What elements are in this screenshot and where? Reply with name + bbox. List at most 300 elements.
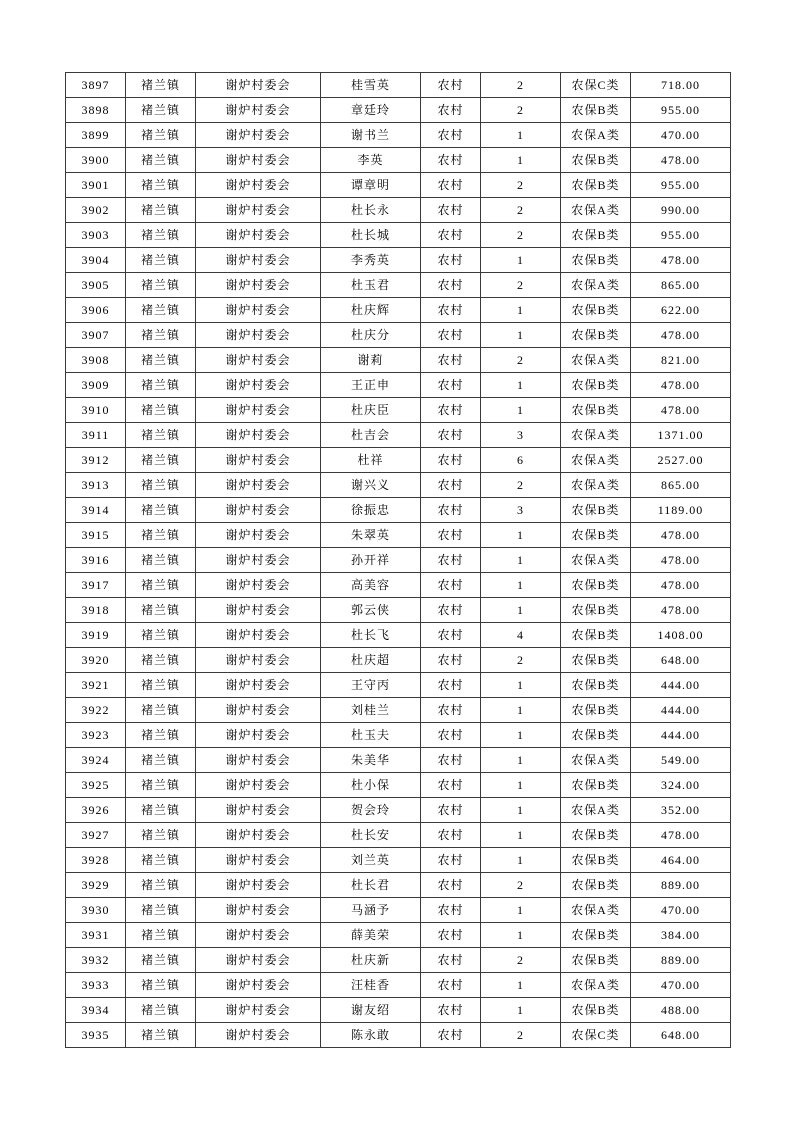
cell-village: 谢炉村委会 [196,873,321,898]
cell-town: 褚兰镇 [126,423,196,448]
cell-count: 2 [481,98,561,123]
cell-village: 谢炉村委会 [196,598,321,623]
cell-id: 3905 [66,273,126,298]
cell-town: 褚兰镇 [126,623,196,648]
cell-village: 谢炉村委会 [196,773,321,798]
table-row [66,798,731,823]
cell-village: 谢炉村委会 [196,398,321,423]
cell-id: 3910 [66,398,126,423]
cell-category: 农保B类 [561,573,631,598]
cell-name: 杜长君 [321,873,421,898]
cell-type: 农村 [421,323,481,348]
cell-town: 褚兰镇 [126,598,196,623]
cell-count: 2 [481,1023,561,1048]
cell-village: 谢炉村委会 [196,173,321,198]
cell-town: 褚兰镇 [126,723,196,748]
cell-name: 杜长飞 [321,623,421,648]
table-row [66,598,731,623]
cell-id: 3926 [66,798,126,823]
cell-amount: 464.00 [631,848,731,873]
cell-id: 3932 [66,948,126,973]
cell-village: 谢炉村委会 [196,198,321,223]
cell-name: 杜庆辉 [321,298,421,323]
data-table [65,72,731,1048]
cell-name: 刘兰英 [321,848,421,873]
cell-name: 谭章明 [321,173,421,198]
cell-count: 1 [481,673,561,698]
cell-type: 农村 [421,873,481,898]
cell-name: 杜长永 [321,198,421,223]
cell-village: 谢炉村委会 [196,323,321,348]
table-row [66,573,731,598]
table-row [66,173,731,198]
cell-category: 农保B类 [561,523,631,548]
cell-id: 3904 [66,248,126,273]
cell-category: 农保A类 [561,748,631,773]
cell-name: 章廷玲 [321,98,421,123]
cell-id: 3925 [66,773,126,798]
cell-name: 谢书兰 [321,123,421,148]
cell-id: 3915 [66,523,126,548]
cell-village: 谢炉村委会 [196,423,321,448]
table-row [66,423,731,448]
cell-type: 农村 [421,473,481,498]
cell-name: 杜庆臣 [321,398,421,423]
cell-name: 杜吉会 [321,423,421,448]
cell-category: 农保A类 [561,448,631,473]
cell-type: 农村 [421,273,481,298]
cell-type: 农村 [421,298,481,323]
cell-type: 农村 [421,973,481,998]
cell-count: 1 [481,898,561,923]
cell-village: 谢炉村委会 [196,548,321,573]
cell-count: 1 [481,598,561,623]
table-row [66,873,731,898]
table-row [66,823,731,848]
cell-town: 褚兰镇 [126,398,196,423]
cell-count: 2 [481,473,561,498]
cell-village: 谢炉村委会 [196,248,321,273]
cell-town: 褚兰镇 [126,373,196,398]
cell-town: 褚兰镇 [126,523,196,548]
cell-village: 谢炉村委会 [196,823,321,848]
cell-town: 褚兰镇 [126,998,196,1023]
cell-town: 褚兰镇 [126,673,196,698]
cell-count: 1 [481,723,561,748]
cell-town: 褚兰镇 [126,98,196,123]
cell-village: 谢炉村委会 [196,973,321,998]
cell-name: 杜祥 [321,448,421,473]
cell-category: 农保A类 [561,198,631,223]
cell-category: 农保B类 [561,323,631,348]
cell-count: 1 [481,573,561,598]
cell-id: 3911 [66,423,126,448]
cell-id: 3934 [66,998,126,1023]
table-row [66,998,731,1023]
cell-type: 农村 [421,73,481,98]
table-row [66,148,731,173]
cell-amount: 889.00 [631,948,731,973]
cell-category: 农保A类 [561,473,631,498]
cell-id: 3918 [66,598,126,623]
cell-name: 谢莉 [321,348,421,373]
cell-amount: 470.00 [631,123,731,148]
cell-village: 谢炉村委会 [196,898,321,923]
cell-id: 3906 [66,298,126,323]
cell-town: 褚兰镇 [126,798,196,823]
cell-category: 农保B类 [561,723,631,748]
cell-id: 3908 [66,348,126,373]
cell-id: 3901 [66,173,126,198]
cell-name: 马涵予 [321,898,421,923]
cell-town: 褚兰镇 [126,898,196,923]
cell-count: 2 [481,948,561,973]
cell-id: 3928 [66,848,126,873]
cell-amount: 488.00 [631,998,731,1023]
cell-category: 农保B类 [561,648,631,673]
cell-id: 3931 [66,923,126,948]
cell-amount: 478.00 [631,523,731,548]
cell-type: 农村 [421,448,481,473]
cell-category: 农保B类 [561,873,631,898]
cell-amount: 478.00 [631,548,731,573]
cell-name: 朱美华 [321,748,421,773]
cell-category: 农保B类 [561,398,631,423]
cell-type: 农村 [421,198,481,223]
cell-count: 2 [481,173,561,198]
table-row [66,373,731,398]
cell-name: 谢友绍 [321,998,421,1023]
table-row [66,323,731,348]
cell-type: 农村 [421,948,481,973]
cell-amount: 549.00 [631,748,731,773]
cell-name: 杜玉君 [321,273,421,298]
cell-count: 6 [481,448,561,473]
cell-id: 3917 [66,573,126,598]
cell-name: 王正申 [321,373,421,398]
cell-amount: 478.00 [631,598,731,623]
cell-id: 3927 [66,823,126,848]
cell-count: 3 [481,423,561,448]
cell-category: 农保B类 [561,623,631,648]
cell-type: 农村 [421,923,481,948]
cell-id: 3907 [66,323,126,348]
cell-name: 杜长安 [321,823,421,848]
cell-town: 褚兰镇 [126,498,196,523]
cell-category: 农保B类 [561,673,631,698]
cell-name: 杜庆分 [321,323,421,348]
cell-count: 1 [481,698,561,723]
cell-village: 谢炉村委会 [196,473,321,498]
cell-type: 农村 [421,348,481,373]
table-row [66,198,731,223]
cell-count: 1 [481,923,561,948]
cell-count: 1 [481,248,561,273]
cell-id: 3935 [66,1023,126,1048]
cell-id: 3914 [66,498,126,523]
cell-count: 1 [481,798,561,823]
cell-type: 农村 [421,498,481,523]
cell-village: 谢炉村委会 [196,923,321,948]
cell-count: 1 [481,848,561,873]
cell-village: 谢炉村委会 [196,273,321,298]
cell-name: 高美容 [321,573,421,598]
cell-category: 农保C类 [561,1023,631,1048]
table-row [66,673,731,698]
cell-id: 3921 [66,673,126,698]
cell-town: 褚兰镇 [126,448,196,473]
cell-count: 1 [481,998,561,1023]
cell-id: 3898 [66,98,126,123]
cell-amount: 324.00 [631,773,731,798]
cell-count: 1 [481,548,561,573]
table-row [66,748,731,773]
cell-amount: 478.00 [631,373,731,398]
table-container [65,72,704,1048]
cell-town: 褚兰镇 [126,223,196,248]
cell-category: 农保A类 [561,973,631,998]
cell-town: 褚兰镇 [126,873,196,898]
cell-id: 3919 [66,623,126,648]
cell-type: 农村 [421,698,481,723]
table-row [66,923,731,948]
cell-village: 谢炉村委会 [196,798,321,823]
table-row [66,348,731,373]
cell-id: 3923 [66,723,126,748]
cell-count: 4 [481,623,561,648]
cell-amount: 470.00 [631,898,731,923]
cell-village: 谢炉村委会 [196,523,321,548]
cell-count: 1 [481,398,561,423]
cell-category: 农保B类 [561,923,631,948]
cell-count: 1 [481,748,561,773]
cell-category: 农保B类 [561,773,631,798]
cell-village: 谢炉村委会 [196,298,321,323]
cell-town: 褚兰镇 [126,548,196,573]
cell-name: 朱翠英 [321,523,421,548]
cell-amount: 955.00 [631,223,731,248]
cell-amount: 478.00 [631,573,731,598]
cell-id: 3903 [66,223,126,248]
cell-village: 谢炉村委会 [196,223,321,248]
cell-town: 褚兰镇 [126,773,196,798]
cell-town: 褚兰镇 [126,198,196,223]
cell-amount: 2527.00 [631,448,731,473]
cell-amount: 865.00 [631,473,731,498]
cell-category: 农保B类 [561,298,631,323]
cell-name: 郭云侠 [321,598,421,623]
cell-village: 谢炉村委会 [196,998,321,1023]
cell-category: 农保A类 [561,348,631,373]
cell-id: 3920 [66,648,126,673]
cell-village: 谢炉村委会 [196,348,321,373]
cell-category: 农保A类 [561,423,631,448]
cell-village: 谢炉村委会 [196,748,321,773]
cell-village: 谢炉村委会 [196,648,321,673]
table-row [66,73,731,98]
cell-amount: 352.00 [631,798,731,823]
cell-name: 杜长城 [321,223,421,248]
cell-id: 3924 [66,748,126,773]
table-row [66,273,731,298]
cell-category: 农保A类 [561,798,631,823]
cell-town: 褚兰镇 [126,298,196,323]
cell-town: 褚兰镇 [126,123,196,148]
cell-amount: 384.00 [631,923,731,948]
cell-town: 褚兰镇 [126,823,196,848]
cell-count: 1 [481,123,561,148]
cell-category: 农保A类 [561,273,631,298]
table-row [66,723,731,748]
cell-amount: 648.00 [631,648,731,673]
table-row [66,398,731,423]
cell-category: 农保B类 [561,698,631,723]
table-row [66,773,731,798]
cell-type: 农村 [421,548,481,573]
cell-type: 农村 [421,98,481,123]
table-row [66,498,731,523]
cell-type: 农村 [421,898,481,923]
cell-name: 杜庆超 [321,648,421,673]
cell-amount: 622.00 [631,298,731,323]
table-row [66,123,731,148]
cell-type: 农村 [421,398,481,423]
cell-count: 2 [481,873,561,898]
cell-count: 1 [481,323,561,348]
cell-type: 农村 [421,523,481,548]
cell-name: 李秀英 [321,248,421,273]
cell-amount: 718.00 [631,73,731,98]
cell-village: 谢炉村委会 [196,848,321,873]
table-row [66,523,731,548]
cell-type: 农村 [421,223,481,248]
cell-id: 3900 [66,148,126,173]
cell-type: 农村 [421,423,481,448]
cell-type: 农村 [421,598,481,623]
cell-category: 农保C类 [561,73,631,98]
table-row [66,848,731,873]
cell-category: 农保B类 [561,598,631,623]
cell-category: 农保B类 [561,148,631,173]
table-row [66,448,731,473]
cell-count: 3 [481,498,561,523]
table-row [66,698,731,723]
cell-type: 农村 [421,373,481,398]
cell-amount: 990.00 [631,198,731,223]
cell-amount: 889.00 [631,873,731,898]
cell-id: 3929 [66,873,126,898]
cell-name: 孙开祥 [321,548,421,573]
cell-town: 褚兰镇 [126,698,196,723]
cell-name: 陈永敢 [321,1023,421,1048]
cell-amount: 444.00 [631,698,731,723]
cell-type: 农村 [421,648,481,673]
table-row [66,648,731,673]
cell-count: 1 [481,773,561,798]
cell-town: 褚兰镇 [126,323,196,348]
cell-town: 褚兰镇 [126,923,196,948]
cell-village: 谢炉村委会 [196,623,321,648]
cell-id: 3922 [66,698,126,723]
cell-name: 李英 [321,148,421,173]
cell-village: 谢炉村委会 [196,123,321,148]
cell-name: 杜玉夫 [321,723,421,748]
cell-count: 2 [481,348,561,373]
cell-town: 褚兰镇 [126,473,196,498]
cell-name: 谢兴义 [321,473,421,498]
cell-town: 褚兰镇 [126,1023,196,1048]
cell-id: 3913 [66,473,126,498]
table-row [66,948,731,973]
table-row [66,473,731,498]
cell-id: 3912 [66,448,126,473]
table-row [66,298,731,323]
cell-name: 桂雪英 [321,73,421,98]
cell-type: 农村 [421,998,481,1023]
cell-id: 3933 [66,973,126,998]
cell-category: 农保B类 [561,998,631,1023]
cell-count: 1 [481,373,561,398]
cell-id: 3897 [66,73,126,98]
cell-village: 谢炉村委会 [196,448,321,473]
cell-type: 农村 [421,248,481,273]
cell-type: 农村 [421,748,481,773]
cell-amount: 1408.00 [631,623,731,648]
cell-name: 徐振忠 [321,498,421,523]
cell-town: 褚兰镇 [126,848,196,873]
cell-type: 农村 [421,823,481,848]
cell-name: 杜小保 [321,773,421,798]
cell-count: 1 [481,823,561,848]
cell-category: 农保A类 [561,123,631,148]
cell-amount: 865.00 [631,273,731,298]
table-row [66,623,731,648]
table-row [66,98,731,123]
cell-category: 农保B类 [561,948,631,973]
cell-village: 谢炉村委会 [196,1023,321,1048]
cell-town: 褚兰镇 [126,348,196,373]
cell-town: 褚兰镇 [126,73,196,98]
cell-amount: 955.00 [631,173,731,198]
cell-village: 谢炉村委会 [196,573,321,598]
cell-town: 褚兰镇 [126,748,196,773]
cell-type: 农村 [421,1023,481,1048]
cell-village: 谢炉村委会 [196,148,321,173]
cell-village: 谢炉村委会 [196,73,321,98]
cell-category: 农保A类 [561,548,631,573]
cell-name: 刘桂兰 [321,698,421,723]
cell-count: 1 [481,298,561,323]
table-row [66,548,731,573]
cell-count: 1 [481,523,561,548]
cell-village: 谢炉村委会 [196,498,321,523]
cell-village: 谢炉村委会 [196,673,321,698]
cell-town: 褚兰镇 [126,173,196,198]
cell-name: 王守丙 [321,673,421,698]
cell-category: 农保B类 [561,373,631,398]
cell-name: 杜庆新 [321,948,421,973]
cell-type: 农村 [421,798,481,823]
cell-village: 谢炉村委会 [196,698,321,723]
cell-amount: 1371.00 [631,423,731,448]
cell-type: 农村 [421,723,481,748]
cell-village: 谢炉村委会 [196,948,321,973]
cell-id: 3916 [66,548,126,573]
cell-category: 农保A类 [561,898,631,923]
cell-village: 谢炉村委会 [196,98,321,123]
cell-village: 谢炉村委会 [196,723,321,748]
cell-village: 谢炉村委会 [196,373,321,398]
